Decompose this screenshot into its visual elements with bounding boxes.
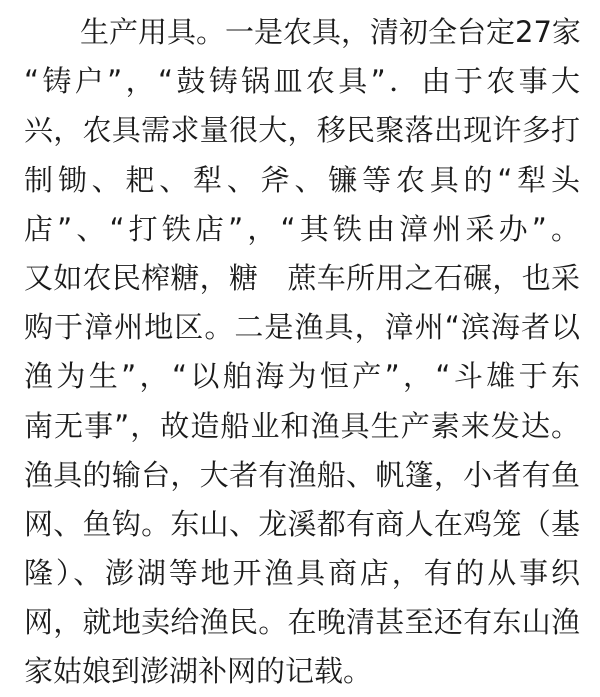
document-page bbox=[24, 8, 580, 697]
text-line: “铸户”，“鼓铸锅皿农具”．由于农事大 bbox=[24, 64, 580, 99]
text-line: 网、鱼钩。东山、龙溪都有商人在鸡笼（基 bbox=[24, 506, 580, 541]
text-line: 又如农民榨糖，糖 蔗车所用之石碾，也采 bbox=[24, 260, 580, 295]
text-line: 网，就地卖给渔民。在晚清甚至还有东山渔 bbox=[24, 605, 580, 640]
text-line: 渔为生”，“以舶海为恒产”，“斗雄于东 bbox=[24, 359, 580, 394]
text-line: 家姑娘到澎湖补网的记载。 bbox=[24, 654, 373, 689]
text-line: 生产用具。一是农具，清初全台定27家 bbox=[80, 15, 581, 49]
text-line: 隆）、澎湖等地开渔具商店，有的从事织 bbox=[24, 556, 580, 591]
text-line: 兴，农具需求量很大，移民聚落出现许多打 bbox=[24, 113, 580, 148]
text-line: 店”、“打铁店”，“其铁由漳州采办”。 bbox=[24, 211, 580, 246]
text-line: 购于漳州地区。二是渔具，漳州“滨海者以 bbox=[24, 310, 580, 345]
text-line: 制锄、耙、犁、斧、镰等农具的“犁头 bbox=[24, 162, 580, 197]
text-line: 渔具的输台，大者有渔船、帆篷，小者有鱼 bbox=[24, 457, 580, 492]
text-line: 南无事”，故造船业和渔具生产素来发达。 bbox=[24, 408, 580, 443]
